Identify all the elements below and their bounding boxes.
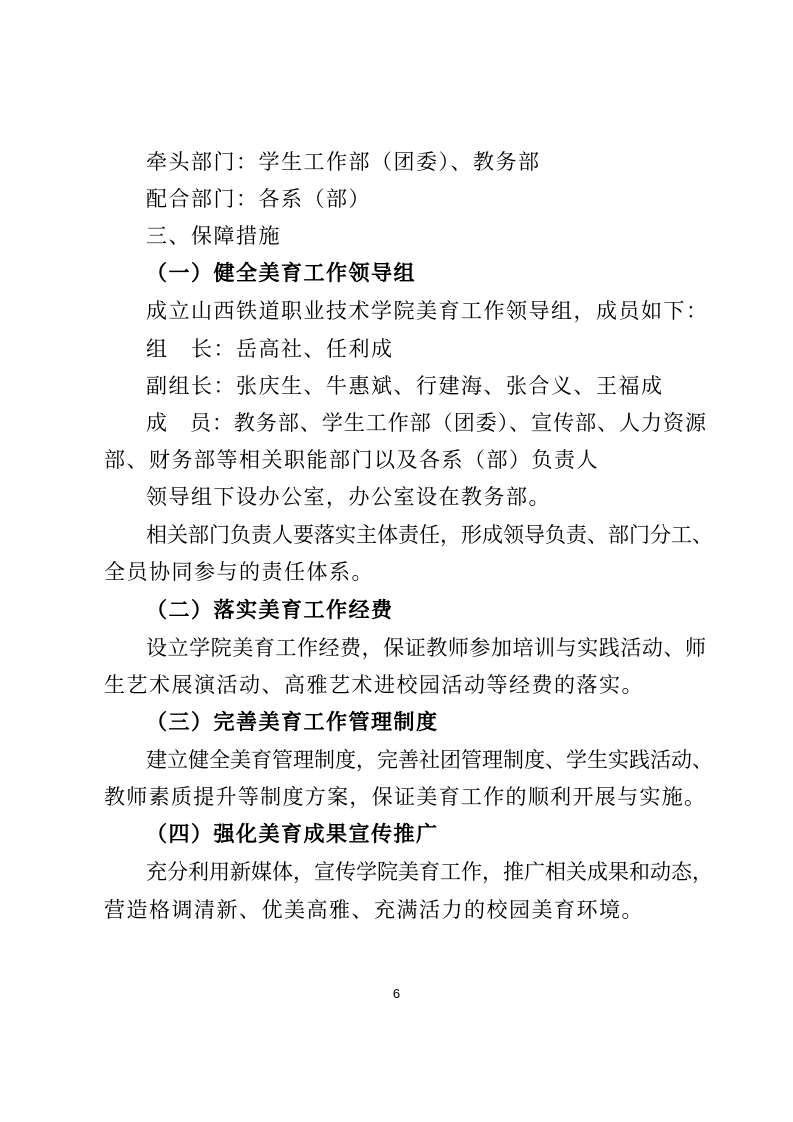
paragraph-line-continued: 生艺术展演活动、高雅艺术进校园活动等经费的落实。	[104, 673, 644, 697]
paragraph-line: 建立健全美育管理制度，完善社团管理制度、学生实践活动、	[146, 748, 713, 772]
page-number: 6	[392, 986, 401, 1001]
paragraph-line-continued: 全员协同参与的责任体系。	[104, 560, 374, 584]
paragraph-line-continued: 教师素质提升等制度方案，保证美育工作的顺利开展与实施。	[104, 785, 705, 809]
subheading-management-system: （三）完善美育工作管理制度	[146, 710, 439, 734]
paragraph-line-continued: 营造格调清新、优美高雅、充满活力的校园美育环境。	[104, 898, 644, 922]
paragraph-line: 充分利用新媒体，宣传学院美育工作，推广相关成果和动态，	[146, 860, 713, 884]
paragraph-line: 设立学院美育工作经费，保证教师参加培训与实践活动、师	[146, 636, 706, 660]
office-line: 领导组下设办公室，办公室设在教务部。	[146, 485, 551, 509]
members-line: 成 员：教务部、学生工作部（团委）、宣传部、人力资源	[146, 411, 706, 435]
subheading-publicity: （四）强化美育成果宣传推广	[146, 822, 439, 846]
supporting-department-line: 配合部门：各系（部）	[146, 187, 371, 211]
group-leader-line: 组 长：岳高社、任利成	[146, 337, 394, 361]
paragraph-line: 成立山西铁道职业技术学院美育工作领导组，成员如下：	[146, 299, 709, 323]
members-line-continued: 部、财务部等相关职能部门以及各系（部）负责人	[104, 448, 599, 472]
subheading-funding: （二）落实美育工作经费	[146, 598, 394, 622]
section-heading-safeguards: 三、保障措施	[146, 224, 281, 248]
paragraph-line: 相关部门负责人要落实主体责任，形成领导负责、部门分工、	[146, 523, 713, 547]
subheading-leadership-group: （一）健全美育工作领导组	[146, 261, 416, 285]
lead-department-line: 牵头部门：学生工作部（团委）、教务部	[146, 150, 541, 174]
deputy-leader-line: 副组长：张庆生、牛惠斌、行建海、张合义、王福成	[146, 374, 664, 398]
